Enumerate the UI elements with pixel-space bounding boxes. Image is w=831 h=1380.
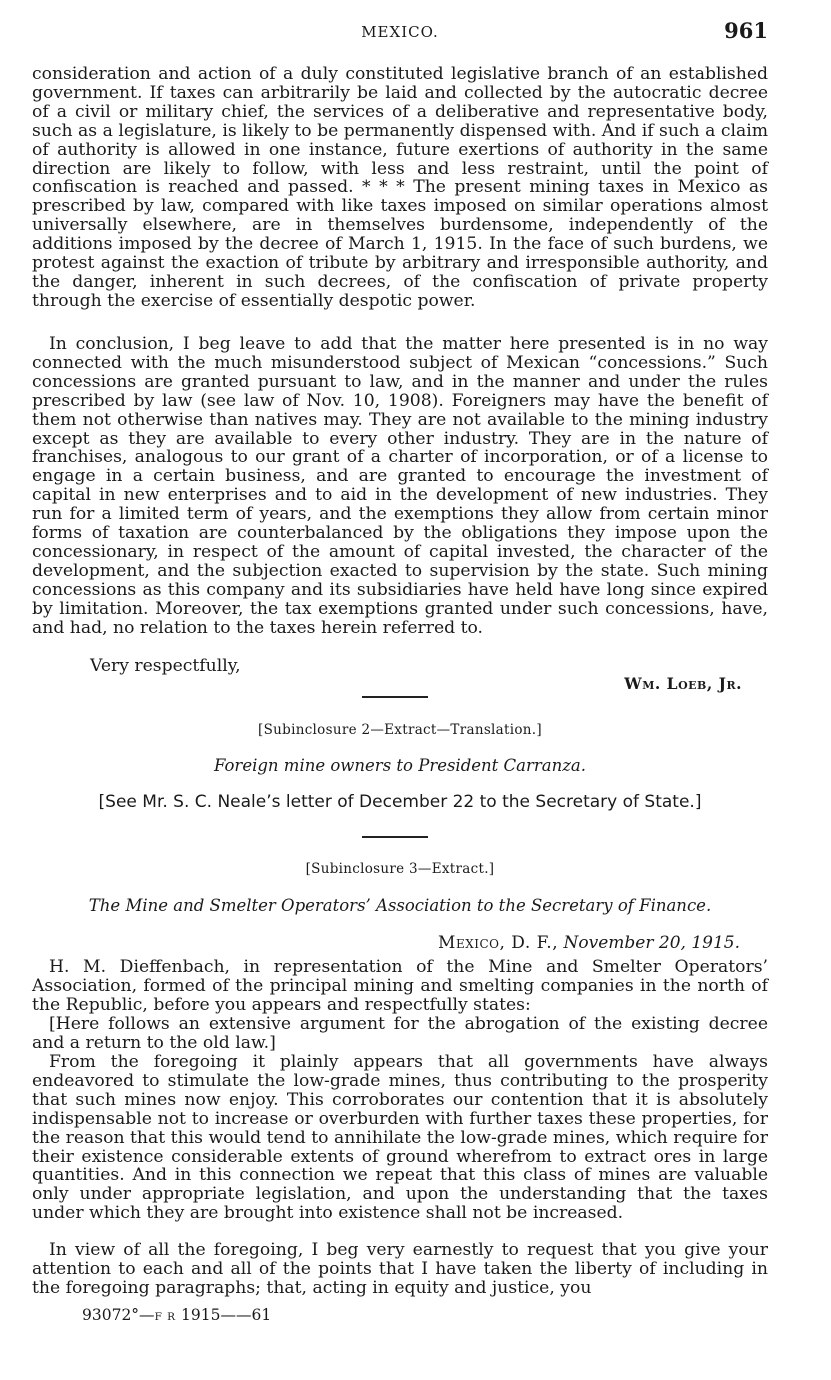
body-paragraph-4: [Here follows an extensive argument for the abrogation of the existing decree and a return to the old law.]: [32, 1014, 768, 1053]
dateline: [438, 933, 740, 953]
closing-salutation: Very respectfully,: [90, 656, 241, 676]
footer-fr: F R: [154, 1311, 177, 1323]
running-title: MEXICO.: [361, 23, 439, 41]
footer-dash: ——: [220, 1306, 252, 1324]
signature: Wm. Loeb, Jr.: [624, 674, 742, 693]
subinclosure-2-title: Foreign mine owners to President Carranza.: [213, 756, 587, 775]
subinclosure-3-heading: [Subinclosure 3—Extract.]: [305, 861, 495, 877]
body-paragraph-3: H. M. Dieffenbach, in representation of the Mine and Smelter Operators’ Association, formed of the principal mining and smelting companies in the north of the Republic, before you appears and respectfully states:: [32, 957, 768, 1015]
footer-code: 93072°—: [82, 1306, 155, 1324]
subinclosure-2-heading: [Subinclosure 2—Extract—Translation.]: [258, 722, 542, 738]
section-divider-1: [362, 696, 428, 698]
footer-page: 61: [251, 1306, 272, 1324]
body-paragraph-5: From the foregoing it plainly appears that all governments have always endeavored to stimulate the low-grade mines, thus contributing to the prosperity that such mines now enjoy. This corroborates our contention that it is absolutely indispensable not to increase or overburden with further taxes these properties, for the reason that this would tend to annihilate the low-grade mines, which require for their existence considerable extents of ground wherefrom to extract ores in large quantities. And in this connection we repeat that this class of mines are valuable only under appropriate legislation, and upon the understanding that the taxes under which they are brought into existence shall not be increased.: [32, 1052, 768, 1224]
section-divider-2: [362, 836, 428, 838]
footer-signature-mark: [82, 1306, 271, 1324]
body-paragraph-2: In conclusion, I beg leave to add that the matter here presented is in no way connected with the much misunderstood subject of Mexican “concessions.” Such concessions are granted pursuant to law, and in the manner and under the rules prescribed by law (see law of Nov. 10, 1908). Foreigners may have the benefit of them not otherwise than natives may. They are not available to the mining industry except as they are available to every other industry. They are in the nature of franchises, analogous to our grant of a charter of incorporation, or of a license to engage in a certain business, and are granted to encourage the investment of capital in new enterprises and to aid in the development of new industries. They run for a limited term of years, and the exemptions they allow from certain minor forms of taxation are counterbalanced by the obligations they impose upon the concessionary, in respect of the amount of capital invested, the character of the development, and the subjection exacted to supervision by the state. Such mining concessions as this company and its subsidiaries have held have long since expired by limitation. Moreover, the tax exemptions granted under such concessions, have, and had, no relation to the taxes herein referred to.: [32, 334, 768, 638]
dateline-date: November 20, 1915.: [563, 933, 740, 953]
page-number: 961: [724, 18, 768, 43]
page-header: [32, 18, 768, 44]
body-paragraph-6: In view of all the foregoing, I beg very earnestly to request that you give your attention to each and all of the points that I have taken the liberty of including in the foregoing paragraphs; that, acting in equity and justice, you: [32, 1240, 768, 1298]
body-paragraph-1: consideration and action of a duly constituted legislative branch of an established government. If taxes can arbitrarily be laid and collected by the autocratic decree of a civil or military chief, the services of a deliberative and representative body, such as a legislature, is likely to be permanently dispensed with. And if such a claim of authority is allowed in one instance, future exertions of authority in the same direction are likely to follow, with less and less restraint, until the point of confiscation is reached and passed. * * * The present mining taxes in Mexico as prescribed by law, compared with like taxes imposed on similar operations almost universally elsewhere, are in themselves burdensome, independently of the additions imposed by the decree of March 1, 1915. In the face of such burdens, we protest against the exaction of tribute by arbitrary and irresponsible authority, and the danger, inherent in such decrees, of the confiscation of private property through the exercise of essentially despotic power.: [32, 64, 768, 311]
dateline-place: Mexico, D. F.,: [438, 933, 559, 953]
subinclosure-3-title: The Mine and Smelter Operators’ Association to the Secretary of Finance.: [88, 896, 712, 915]
footer-year: 1915: [181, 1306, 221, 1324]
subinclosure-2-note: [See Mr. S. C. Neale’s letter of December 22 to the Secretary of State.]: [98, 792, 702, 812]
